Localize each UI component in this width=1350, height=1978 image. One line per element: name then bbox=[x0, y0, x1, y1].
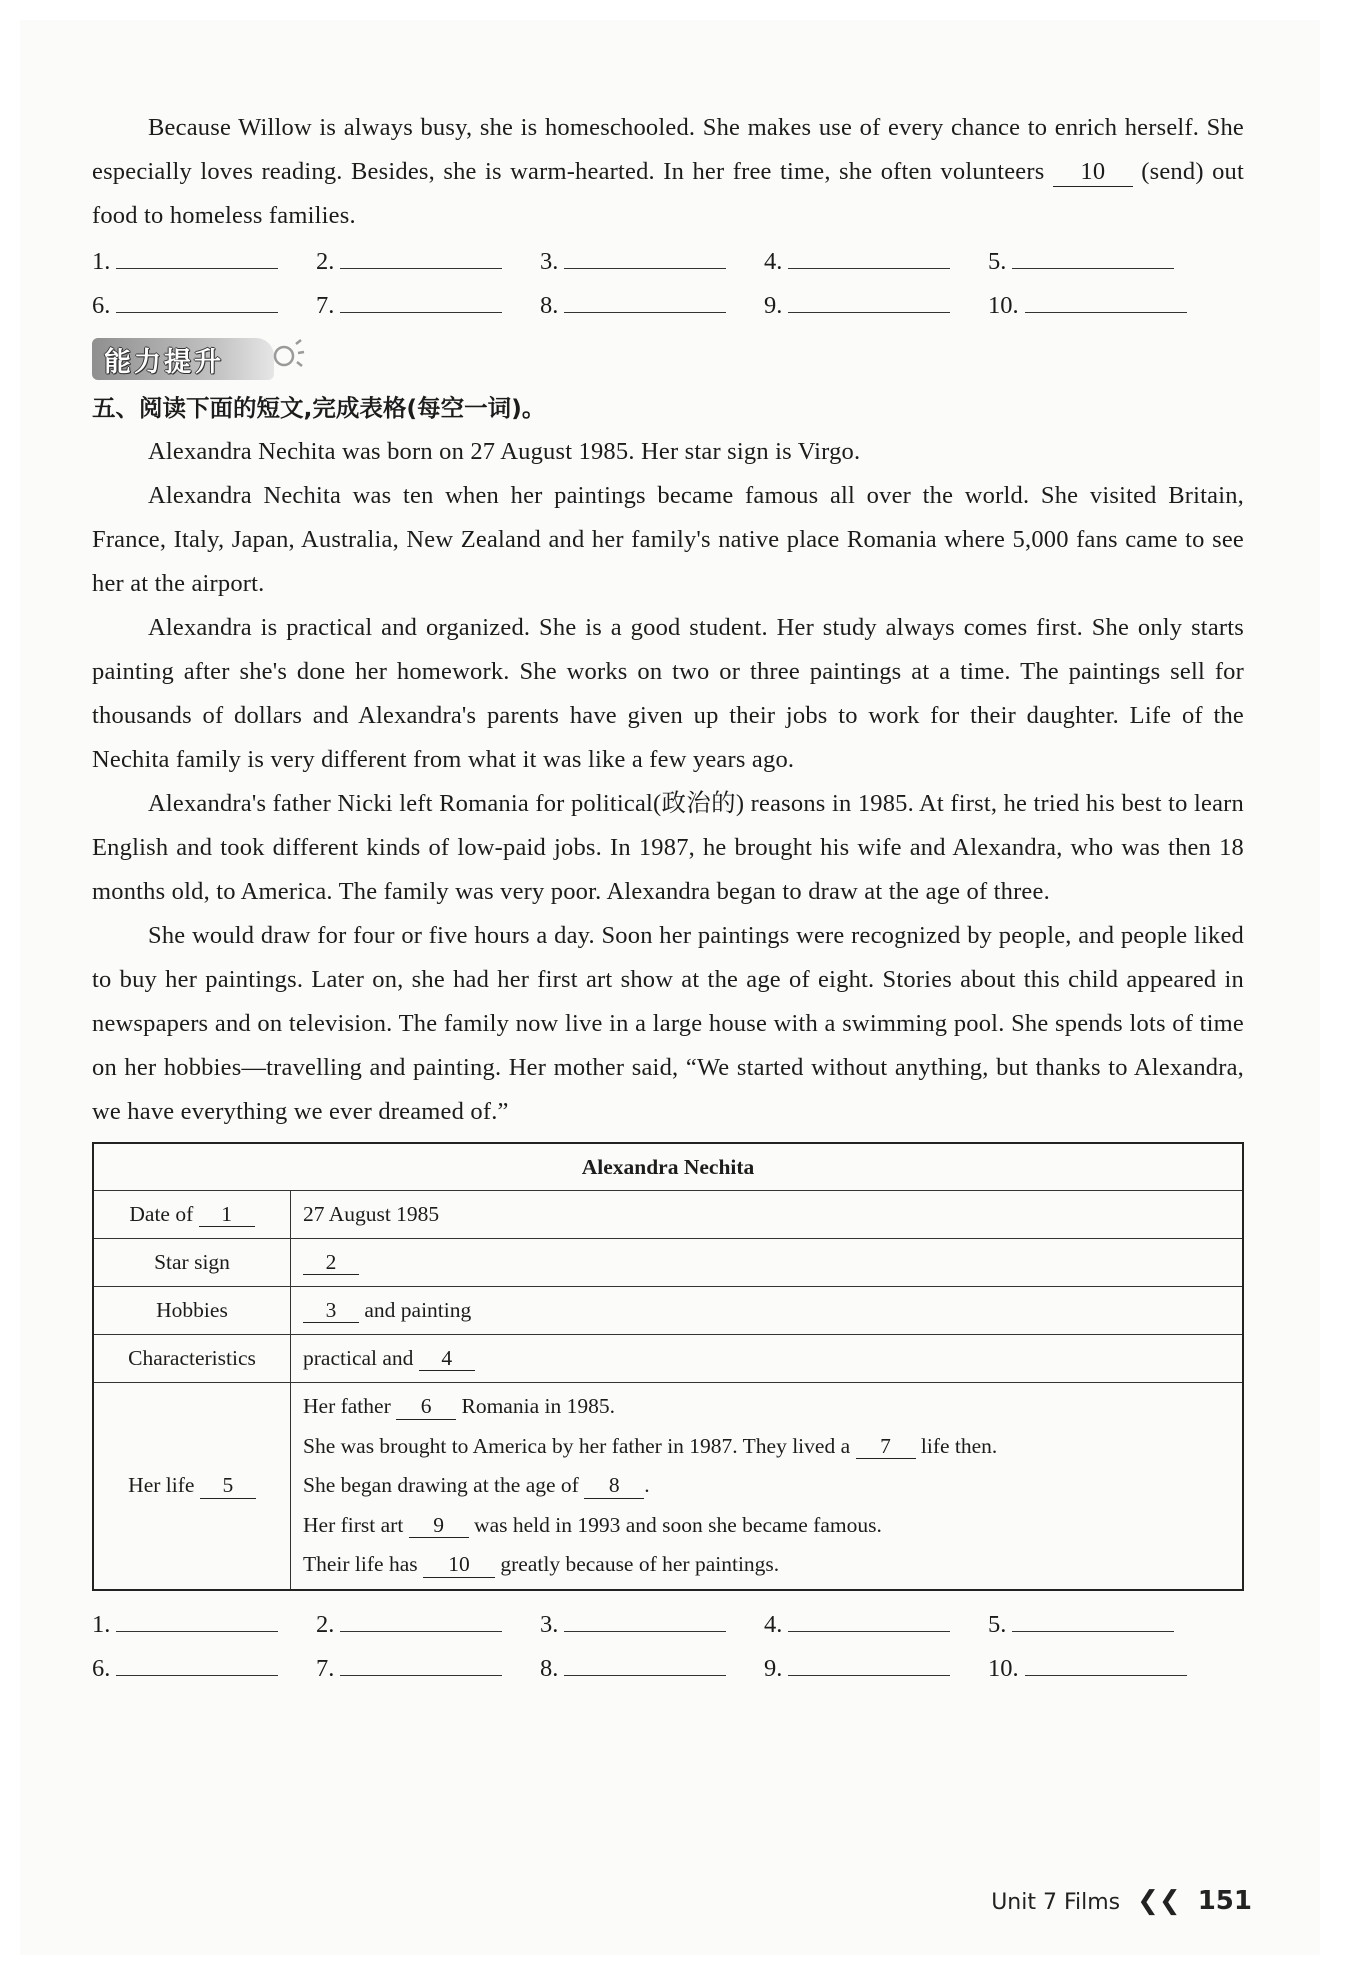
answer-slot-10b[interactable]: 10. bbox=[988, 1645, 1187, 1691]
row-label-her-life: Her life 5 bbox=[93, 1383, 291, 1590]
answer-slot-8b[interactable]: 8. bbox=[540, 1645, 726, 1691]
row-label-hobbies: Hobbies bbox=[93, 1287, 291, 1335]
page-content bbox=[92, 106, 1244, 1689]
top-paragraph-line2: enrich herself. She especially loves reading. Besides, she is warm-hearted. In her free time, she bbox=[92, 114, 1245, 185]
row-label-characteristics: Characteristics bbox=[93, 1335, 291, 1383]
row-value-her-life bbox=[291, 1383, 1244, 1590]
top-paragraph-line3-before: often volunteers bbox=[880, 158, 1045, 185]
table-title: Alexandra Nechita bbox=[93, 1143, 1243, 1191]
page-number: 151 bbox=[1197, 1886, 1252, 1916]
top-paragraph bbox=[92, 106, 1244, 238]
blank-1: 1 bbox=[199, 1202, 255, 1228]
answer-row-3 bbox=[92, 1601, 1244, 1645]
passage-paragraph-4: Alexandra's father Nicki left Romania for political(政治的) reasons in 1985. At first, he tried his best to learn English and took different kinds of low-paid jobs. In 1987, he brought his wife and Alexandra, who was then 18 months old, to America. The family was very poor. Alexandra began to draw at the age of three. bbox=[92, 790, 1244, 905]
answer-slot-1[interactable]: 1. bbox=[92, 238, 278, 284]
row-value-date: 27 August 1985 bbox=[291, 1191, 1244, 1239]
passage-paragraph-2: Alexandra Nechita was ten when her paintings became famous all over the world. She visited Britain, France, Italy, Japan, Australia, New Zealand and her family's native place Romania where 5,000 fans came to see her at the airport. bbox=[92, 482, 1244, 597]
row-value-star-sign bbox=[291, 1239, 1244, 1287]
table-row bbox=[93, 1287, 1243, 1335]
table-row bbox=[93, 1383, 1243, 1590]
blank-2: 2 bbox=[303, 1250, 359, 1276]
passage-paragraph-3: Alexandra is practical and organized. She is a good student. Her study always comes first. She only starts painting after she's done her homework. She works on two or three paintings at a time. The paintings sell for thousands of dollars and Alexandra's parents have given up their jobs to work for their daughter. Life of the Nechita family is very different from what it was like a few years ago. bbox=[92, 614, 1244, 773]
top-paragraph-line1: Because Willow is always busy, she is homeschooled. She makes use of every chance to bbox=[148, 114, 1048, 141]
answer-slot-6b[interactable]: 6. bbox=[92, 1645, 278, 1691]
blank-4: 4 bbox=[419, 1346, 475, 1372]
life-line-5: Their life has 10 greatly because of her paintings. bbox=[303, 1552, 780, 1576]
blank-6: 6 bbox=[396, 1394, 456, 1420]
blank-10: 10 bbox=[1053, 158, 1133, 187]
answer-slot-10[interactable]: 10. bbox=[988, 282, 1187, 328]
workbook-page bbox=[20, 20, 1320, 1955]
answer-row-4 bbox=[92, 1645, 1244, 1689]
answer-slot-5b[interactable]: 5. bbox=[988, 1601, 1174, 1647]
table-row bbox=[93, 1239, 1243, 1287]
answer-row-1 bbox=[92, 238, 1244, 282]
top-paragraph-line3-after: (send) out food to homeless families. bbox=[92, 158, 1244, 229]
answer-slot-9b[interactable]: 9. bbox=[764, 1645, 950, 1691]
answer-slot-4b[interactable]: 4. bbox=[764, 1601, 950, 1647]
blank-10-table: 10 bbox=[423, 1552, 495, 1578]
row-label-star-sign: Star sign bbox=[93, 1239, 291, 1287]
blank-8: 8 bbox=[584, 1473, 644, 1499]
life-line-3: She began drawing at the age of 8 . bbox=[303, 1473, 650, 1497]
answer-slot-7b[interactable]: 7. bbox=[316, 1645, 502, 1691]
answer-slot-8[interactable]: 8. bbox=[540, 282, 726, 328]
answer-slot-3b[interactable]: 3. bbox=[540, 1601, 726, 1647]
row-value-characteristics: practical and 4 bbox=[291, 1335, 1244, 1383]
section-banner bbox=[92, 334, 1244, 386]
answer-slot-7[interactable]: 7. bbox=[316, 282, 502, 328]
answer-slot-5[interactable]: 5. bbox=[988, 238, 1174, 284]
info-table bbox=[92, 1142, 1244, 1591]
table-row bbox=[93, 1191, 1243, 1239]
life-line-4: Her first art 9 was held in 1993 and soon she became famous. bbox=[303, 1512, 882, 1537]
answer-slot-1b[interactable]: 1. bbox=[92, 1601, 278, 1647]
answer-slot-2b[interactable]: 2. bbox=[316, 1601, 502, 1647]
blank-3: 3 bbox=[303, 1298, 359, 1324]
life-line-1: Her father 6 Romania in 1985. bbox=[303, 1394, 615, 1418]
table-row bbox=[93, 1335, 1243, 1383]
blank-7: 7 bbox=[856, 1434, 916, 1460]
lightbulb-icon bbox=[270, 336, 306, 376]
passage-paragraph-5: She would draw for four or five hours a day. Soon her paintings were recognized by people, and people liked to buy her paintings. Later on, she had her first art show at the age of eight. Stories about this child appeared in newspapers and on television. The family now live in a large house with a swimming pool. She spends lots of time on her hobbies—travelling and painting. Her mother said, “We started without anything, but thanks to Alexandra, we have everything we ever dreamed of.” bbox=[92, 922, 1244, 1125]
answer-slot-3[interactable]: 3. bbox=[540, 238, 726, 284]
answer-slot-2[interactable]: 2. bbox=[316, 238, 502, 284]
row-label-date: Date of 1 bbox=[93, 1191, 291, 1239]
answer-slot-4[interactable]: 4. bbox=[764, 238, 950, 284]
blank-9: 9 bbox=[409, 1513, 469, 1539]
answer-row-2 bbox=[92, 282, 1244, 326]
answer-slot-6[interactable]: 6. bbox=[92, 282, 278, 328]
page-footer bbox=[991, 1886, 1252, 1916]
banner-title: 能力提升 bbox=[104, 347, 224, 378]
answer-slot-9[interactable]: 9. bbox=[764, 282, 950, 328]
blank-5: 5 bbox=[200, 1473, 256, 1499]
footer-unit: Unit 7 bbox=[991, 1890, 1057, 1915]
life-line-2: She was brought to America by her father in 1987. They lived a 7 life then. bbox=[303, 1433, 998, 1458]
passage-paragraph-1: Alexandra Nechita was born on 27 August 1985. Her star sign is Virgo. bbox=[148, 438, 861, 465]
question-title: 五、阅读下面的短文,完成表格(每空一词)。 bbox=[92, 394, 546, 422]
double-chevron-left-icon: ❮❮ bbox=[1137, 1886, 1181, 1916]
row-value-hobbies: 3 and painting bbox=[291, 1287, 1244, 1335]
footer-title: Films bbox=[1063, 1890, 1121, 1915]
